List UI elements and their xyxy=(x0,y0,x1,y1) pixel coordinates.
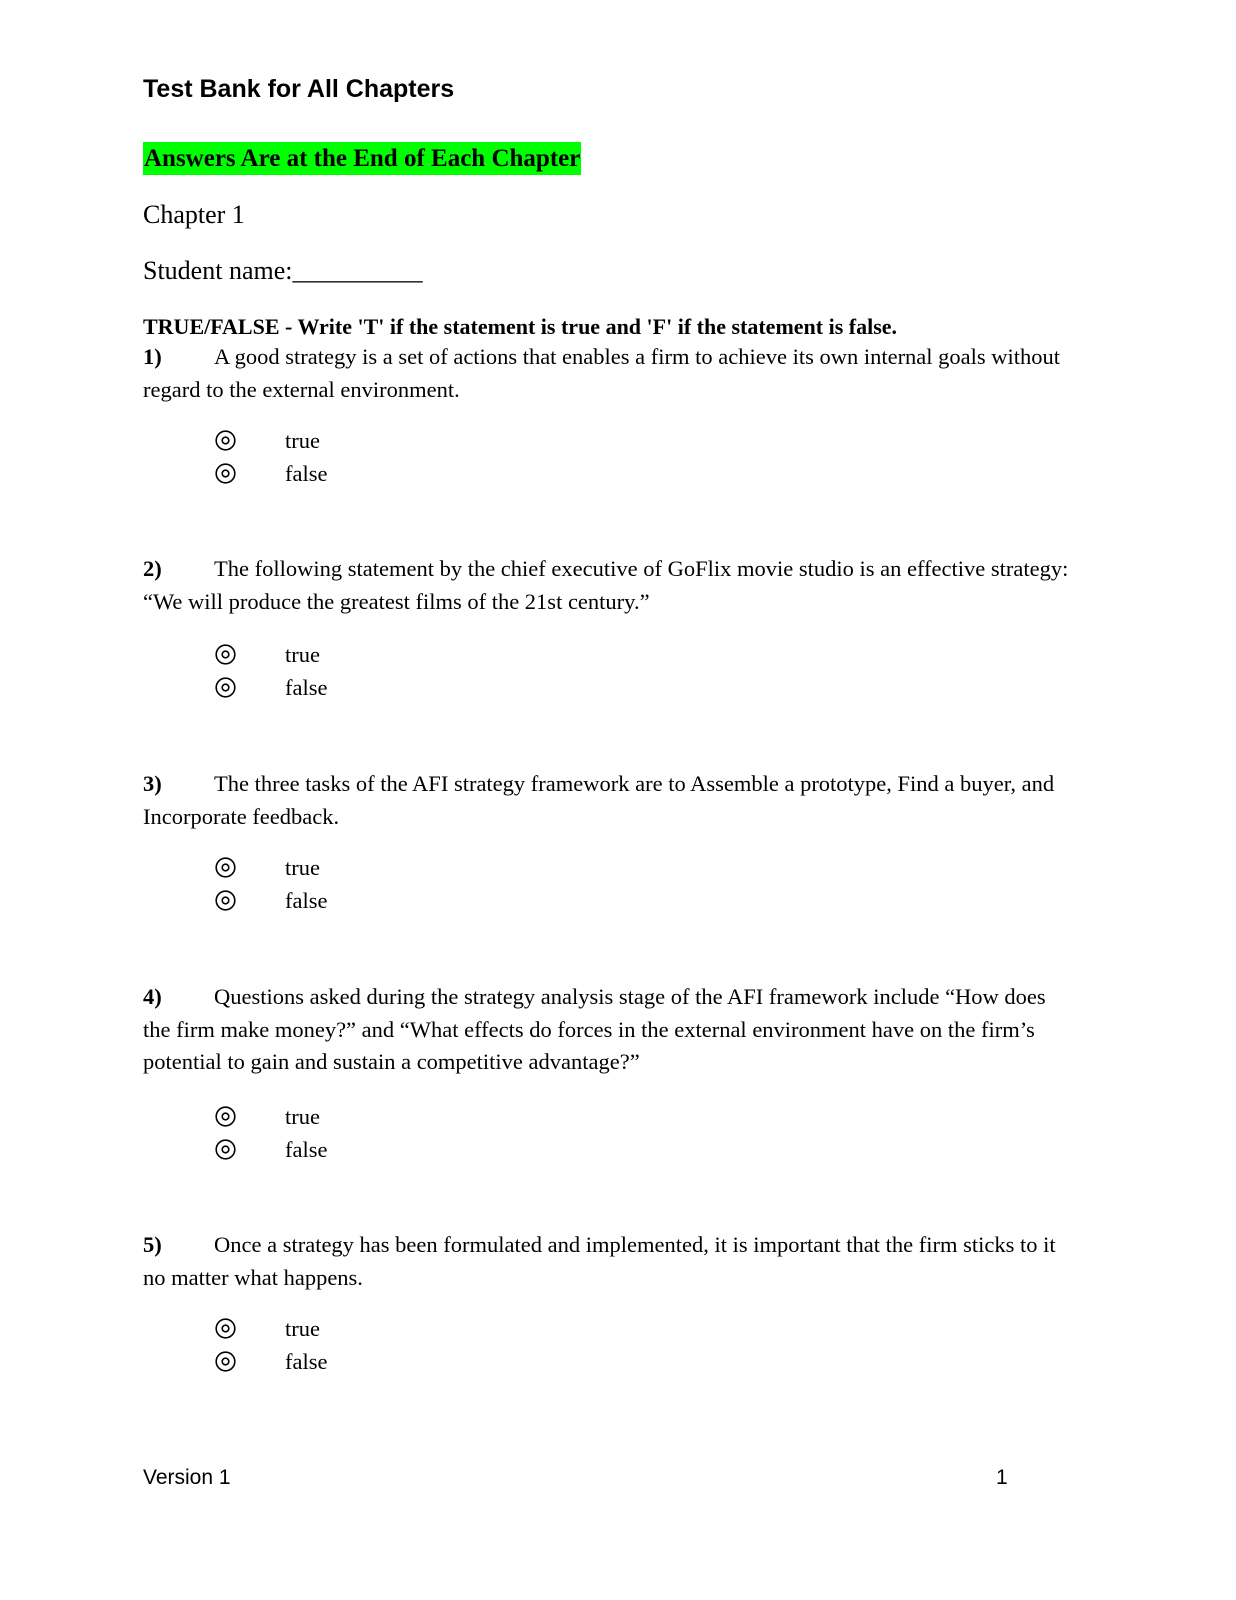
question-text: Questions asked during the strategy analysis stage of the AFI framework include “How does the firm make money?” and “What effects do forces in the external environment have on the firm’s potential to gain and sustain a competitive advantage?” xyxy=(143,984,1046,1074)
question-4-options xyxy=(215,1100,327,1166)
option-label: false xyxy=(285,1349,328,1374)
option-label: true xyxy=(285,642,320,667)
option-label: false xyxy=(285,461,328,486)
question-text: Once a strategy has been formulated and implemented, it is important that the firm sticks to it no matter what happens. xyxy=(143,1232,1056,1290)
radio-button-icon[interactable] xyxy=(215,1106,236,1127)
question-1 xyxy=(143,341,1073,406)
question-number: 4) xyxy=(143,984,162,1009)
question-text: The following statement by the chief executive of GoFlix movie studio is an effective strategy: “We will produce the greatest films of the 21st century.” xyxy=(143,556,1069,614)
option-false[interactable] xyxy=(215,1345,327,1378)
question-text: The three tasks of the AFI strategy framework are to Assemble a prototype, Find a buyer, and Incorporate feedback. xyxy=(143,771,1055,829)
option-label: true xyxy=(285,1316,320,1341)
question-4 xyxy=(143,981,1073,1079)
question-number: 5) xyxy=(143,1232,162,1257)
radio-button-icon[interactable] xyxy=(215,644,236,665)
document-title: Test Bank for All Chapters xyxy=(143,75,455,103)
radio-button-icon[interactable] xyxy=(215,857,236,878)
radio-button-icon[interactable] xyxy=(215,430,236,451)
radio-button-icon[interactable] xyxy=(215,1351,236,1372)
option-false[interactable] xyxy=(215,671,327,704)
option-false[interactable] xyxy=(215,457,327,490)
question-3 xyxy=(143,768,1073,833)
radio-button-icon[interactable] xyxy=(215,1318,236,1339)
radio-button-icon[interactable] xyxy=(215,1139,236,1160)
option-label: true xyxy=(285,855,320,880)
option-label: false xyxy=(285,1137,328,1162)
question-2 xyxy=(143,553,1073,618)
question-3-options xyxy=(215,851,327,917)
question-number: 3) xyxy=(143,771,162,796)
chapter-heading: Chapter 1 xyxy=(143,200,245,229)
option-label: false xyxy=(285,675,328,700)
answers-note-highlight: Answers Are at the End of Each Chapter xyxy=(143,142,581,175)
radio-button-icon[interactable] xyxy=(215,677,236,698)
option-false[interactable] xyxy=(215,1133,327,1166)
question-5-options xyxy=(215,1312,327,1378)
option-label: true xyxy=(285,428,320,453)
option-false[interactable] xyxy=(215,884,327,917)
question-1-options xyxy=(215,424,327,490)
question-number: 2) xyxy=(143,556,162,581)
question-text: A good strategy is a set of actions that enables a firm to achieve its own internal goals without regard to the external environment. xyxy=(143,344,1061,402)
student-name-field: Student name:__________ xyxy=(143,256,423,285)
question-number: 1) xyxy=(143,344,162,369)
section-instructions: TRUE/FALSE - Write 'T' if the statement is true and 'F' if the statement is false. xyxy=(143,314,898,339)
radio-button-icon[interactable] xyxy=(215,890,236,911)
option-true[interactable] xyxy=(215,638,327,671)
option-label: true xyxy=(285,1104,320,1129)
question-5 xyxy=(143,1229,1073,1294)
footer-version: Version 1 xyxy=(143,1466,231,1489)
option-true[interactable] xyxy=(215,1312,327,1345)
radio-button-icon[interactable] xyxy=(215,463,236,484)
option-true[interactable] xyxy=(215,1100,327,1133)
option-label: false xyxy=(285,888,328,913)
option-true[interactable] xyxy=(215,424,327,457)
option-true[interactable] xyxy=(215,851,327,884)
question-2-options xyxy=(215,638,327,704)
footer-page-number: 1 xyxy=(996,1466,1008,1489)
